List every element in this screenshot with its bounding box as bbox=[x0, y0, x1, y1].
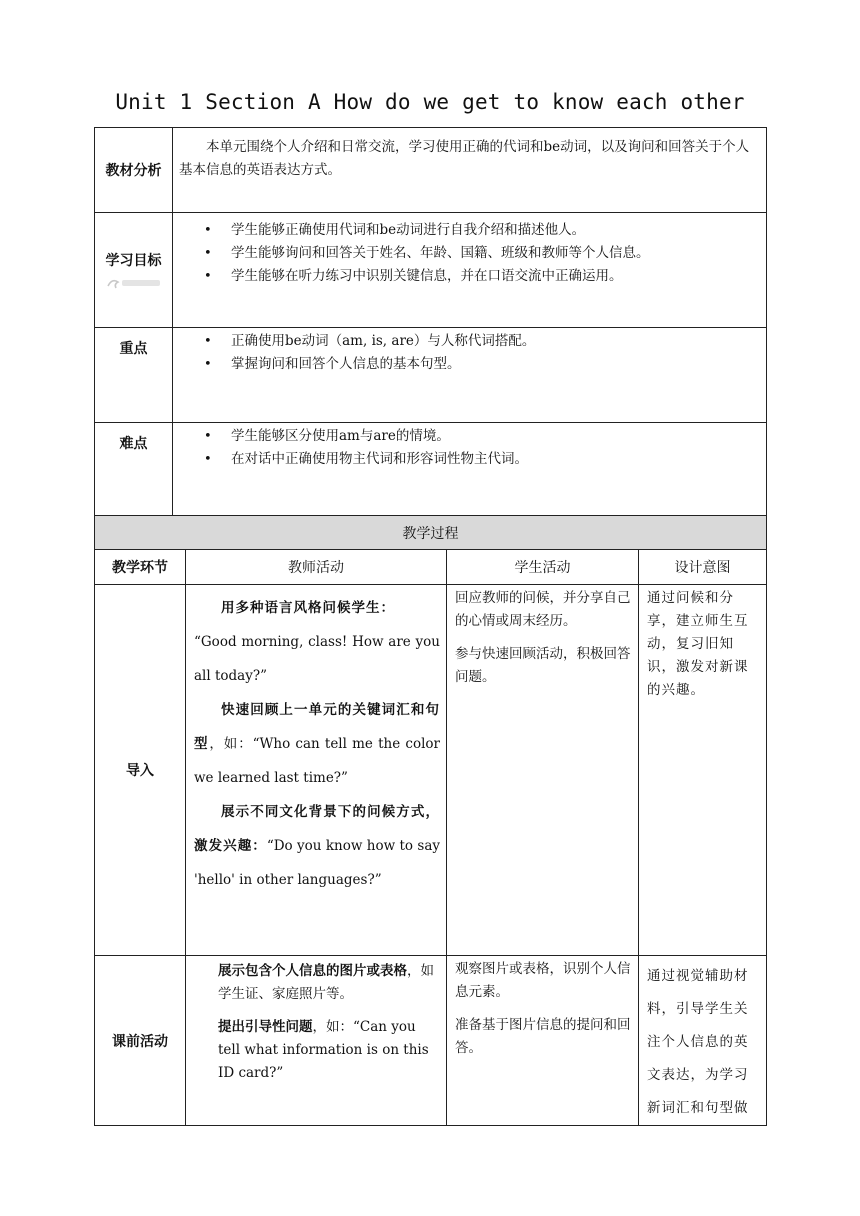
student-step: 参与快速回顾活动，积极回答问题。 bbox=[455, 646, 631, 685]
header-stage: 教学环节 bbox=[95, 550, 186, 585]
student-activity-intro bbox=[447, 585, 639, 956]
analysis-cell bbox=[173, 128, 767, 213]
info-row-difficulties bbox=[95, 423, 767, 516]
info-row-analysis bbox=[95, 128, 767, 213]
document-title: Unit 1 Section A How do we get to know each other bbox=[115, 90, 745, 114]
process-band: 教学过程 bbox=[95, 516, 767, 550]
difficulties-cell bbox=[173, 423, 767, 516]
keypoint-item: • 掌握询问和回答个人信息的基本句型。 bbox=[231, 353, 756, 376]
row-label-difficulties: 难点 bbox=[95, 423, 173, 516]
process-header-row bbox=[95, 550, 767, 585]
intent-intro bbox=[639, 585, 767, 956]
objectives-list bbox=[173, 213, 766, 288]
objective-item: • 学生能够询问和回答关于姓名、年龄、国籍、班级和教师等个人信息。 bbox=[231, 242, 756, 265]
row-label-objectives: 学习目标 bbox=[105, 253, 162, 269]
teacher-step-heading: 用多种语言风格问候学生： bbox=[221, 600, 395, 616]
objectives-label-cell bbox=[95, 213, 173, 328]
row-label-analysis: 教材分析 bbox=[95, 128, 173, 213]
process-row-intro bbox=[95, 585, 767, 956]
teacher-step-heading: 展示包含个人信息的图片或表格 bbox=[218, 963, 407, 979]
student-activity-preclass bbox=[447, 956, 639, 1126]
info-row-objectives bbox=[95, 213, 767, 328]
header-student: 学生活动 bbox=[447, 550, 639, 585]
intent-preclass bbox=[639, 956, 767, 1126]
difficulty-item: • 学生能够区分使用am与are的情境。 bbox=[231, 425, 756, 448]
watermark-logo-icon bbox=[104, 276, 164, 290]
keypoints-cell bbox=[173, 328, 767, 423]
keypoints-list bbox=[173, 328, 766, 376]
teacher-step-body: “Do you know how to say 'hello' in other languages?” bbox=[194, 838, 440, 888]
teacher-step-heading: 提出引导性问题 bbox=[218, 1019, 313, 1035]
row-label-keypoints: 重点 bbox=[95, 328, 173, 423]
teacher-step-heading: 快速回顾上一单元的关键词汇和句型 bbox=[194, 702, 440, 752]
teacher-step-body: “Good morning, class! How are you all today?” bbox=[194, 634, 440, 684]
teacher-step-body: ，如学生证、家庭照片等。 bbox=[218, 963, 434, 1002]
header-teacher: 教师活动 bbox=[186, 550, 447, 585]
keypoint-item: • 正确使用be动词（am, is, are）与人称代词搭配。 bbox=[231, 330, 756, 353]
analysis-text: 本单元围绕个人介绍和日常交流，学习使用正确的代词和be动词，以及询问和回答关于个人基本信息的英语表达方式。 bbox=[179, 139, 750, 178]
teacher-activity-intro bbox=[186, 585, 447, 956]
stage-preclass: 课前活动 bbox=[95, 956, 186, 1126]
teacher-activity-preclass bbox=[186, 956, 447, 1126]
header-intent: 设计意图 bbox=[639, 550, 767, 585]
info-row-keypoints bbox=[95, 328, 767, 423]
objectives-cell bbox=[173, 213, 767, 328]
process-band-row bbox=[95, 516, 767, 550]
stage-intro: 导入 bbox=[95, 585, 186, 956]
intent-text: 通过问候和分享，建立师生互动，复习旧知识，激发对新课的兴趣。 bbox=[647, 590, 749, 698]
teacher-step-body: ，如：“Can you tell what information is on this ID card?” bbox=[218, 1019, 429, 1081]
process-row-preclass bbox=[95, 956, 767, 1126]
student-step: 准备基于图片信息的提问和回答。 bbox=[455, 1017, 631, 1056]
objective-item: • 学生能够正确使用代词和be动词进行自我介绍和描述他人。 bbox=[231, 219, 756, 242]
student-step: 回应教师的问候，并分享自己的心情或周末经历。 bbox=[455, 590, 631, 629]
process-table bbox=[94, 515, 767, 1126]
difficulties-list bbox=[173, 423, 766, 471]
teacher-step-body: ，如：“Who can tell me the color we learned last time?” bbox=[194, 736, 440, 786]
intent-text: 通过视觉辅助材料，引导学生关注个人信息的英文表达，为学习新词汇和句型做 bbox=[647, 968, 749, 1116]
student-step: 观察图片或表格，识别个人信息元素。 bbox=[455, 961, 631, 1000]
difficulty-item: • 在对话中正确使用物主代词和形容词性物主代词。 bbox=[231, 448, 756, 471]
info-table bbox=[94, 127, 767, 516]
objective-item: • 学生能够在听力练习中识别关键信息，并在口语交流中正确运用。 bbox=[231, 265, 756, 288]
teacher-step-heading: 展示不同文化背景下的问候方式，激发兴趣： bbox=[194, 804, 440, 854]
